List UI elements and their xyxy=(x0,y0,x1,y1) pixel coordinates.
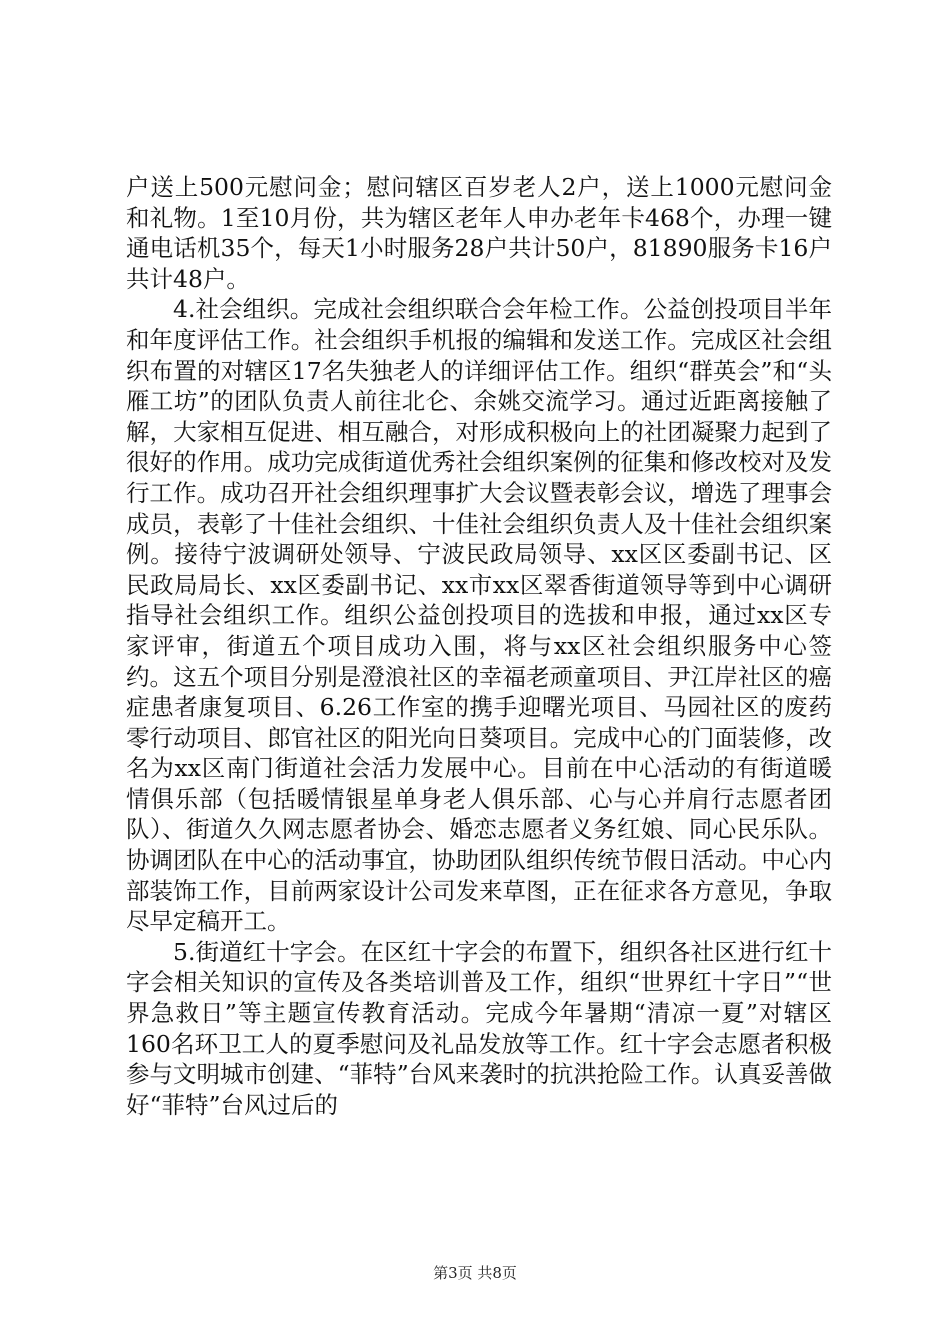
paragraph-social-organizations: 4.社会组织。完成社会组织联合会年检工作。公益创投项目半年和年度评估工作。社会组织手机报的编辑和发送工作。完成区社会组织布置的对辖区17名失独老人的详细评估工作。组织“群英会”和“头雁工坊”的团队负责人前往北仑、余姚交流学习。通过近距离接触了解，大家相互促进、相互融合，对形成积极向上的社团凝聚力起到了很好的作用。成功完成街道优秀社会组织案例的征集和修改校对及发行工作。成功召开社会组织理事扩大会议暨表彰会议，增选了理事会成员，表彰了十佳社会组织、十佳社会组织负责人及十佳社会组织案例。接待宁波调研处领导、宁波民政局领导、xx区区委副书记、区民政局局长、xx区委副书记、xx市xx区翠香街道领导等到中心调研指导社会组织工作。组织公益创投项目的选拔和申报，通过xx区专家评审，街道五个项目成功入围，将与xx区社会组织服务中心签约。这五个项目分别是澄浪社区的幸福老顽童项目、尹江岸社区的癌症患者康复项目、6.26工作室的携手迎曙光项目、马园社区的废药零行动项目、郎官社区的阳光向日葵项目。完成中心的门面装修，改名为xx区南门街道社会活力发展中心。目前在中心活动的有街道暖情俱乐部（包括暖情银星单身老人俱乐部、心与心并肩行志愿者团队）、街道久久网志愿者协会、婚恋志愿者义务红娘、同心民乐队。协调团队在中心的活动事宜，协助团队组织传统节假日活动。中心内部装饰工作，目前两家设计公司发来草图，正在征求各方意见，争取尽早定稿开工。 xyxy=(126,295,832,936)
page-number-footer: 第3页 共8页 xyxy=(433,1264,517,1282)
paragraph-elderly-services: 户送上500元慰问金；慰问辖区百岁老人2户，送上1000元慰问金和礼物。1至10月份，共为辖区老年人申办老年卡468个，办理一键通电话机35个，每天1小时服务28户共计50户，81890服务卡16户共计48户。 xyxy=(126,173,832,293)
document-body xyxy=(126,172,832,1120)
paragraph-red-cross: 5.街道红十字会。在区红十字会的布置下，组织各社区进行红十字会相关知识的宣传及各类培训普及工作，组织“世界红十字日”“世界急救日”等主题宣传教育活动。完成今年暑期“清凉一夏”对辖区160名环卫工人的夏季慰问及礼品发放等工作。红十字会志愿者积极参与文明城市创建、“菲特”台风来袭时的抗洪抢险工作。认真妥善做好“菲特”台风过后的 xyxy=(126,937,832,1119)
